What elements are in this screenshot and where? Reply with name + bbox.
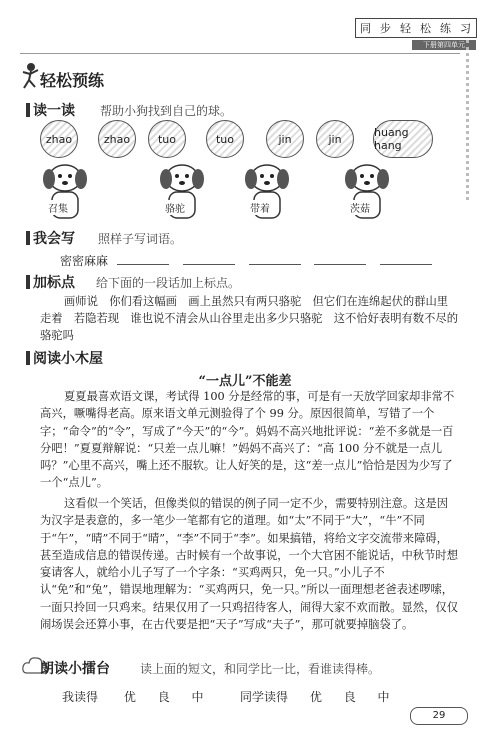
runner-icon bbox=[20, 62, 42, 94]
header-char: 松 bbox=[420, 22, 432, 35]
section-punct-instruction: 给下面的一段话加上标点。 bbox=[96, 276, 241, 290]
section-contest-instruction: 读上面的短文，和同学比一比，看谁读得棒。 bbox=[140, 662, 381, 676]
ball-icon: huang hang bbox=[373, 120, 433, 158]
margin-dots bbox=[462, 40, 469, 200]
section-title: 轻松预练 bbox=[40, 71, 105, 90]
ball-icon: jin bbox=[316, 120, 354, 158]
header-char: 步 bbox=[380, 22, 392, 35]
story-title: “一点儿”不能差 bbox=[198, 374, 292, 389]
rating-classmate-label: 同学读得 bbox=[240, 690, 289, 704]
dog-label: 带着 bbox=[250, 200, 270, 215]
answer-blank[interactable] bbox=[183, 254, 235, 265]
answer-blank[interactable] bbox=[117, 254, 169, 265]
section-contest-label: 朗读小擂台 bbox=[40, 661, 110, 677]
dog-label: 茨菇 bbox=[350, 200, 370, 215]
answer-blank[interactable] bbox=[249, 254, 301, 265]
header-char: 同 bbox=[360, 22, 372, 35]
section-write-label: 我会写 bbox=[26, 228, 75, 248]
top-divider bbox=[20, 53, 460, 54]
rating-option[interactable]: 良 bbox=[157, 690, 170, 704]
ball-icon: jin bbox=[266, 120, 304, 158]
dog-icon bbox=[155, 162, 210, 224]
header-char: 轻 bbox=[400, 22, 412, 35]
header-char: 练 bbox=[440, 22, 452, 35]
dog-label: 骆驼 bbox=[165, 200, 185, 215]
rating-classmate bbox=[240, 688, 390, 705]
example-word: 密密麻麻 bbox=[60, 254, 109, 268]
page-number: 29 bbox=[410, 707, 468, 725]
ball-icon: zhao bbox=[98, 120, 136, 158]
rating-me-label: 我读得 bbox=[62, 690, 99, 704]
answer-blank[interactable] bbox=[380, 254, 432, 265]
answer-blank[interactable] bbox=[314, 254, 366, 265]
story-paragraph-1: 夏夏最喜欢语文课，考试得 100 分是经常的事，可是有一天放学回家却非常不高兴，噘嘴得老高。原来语文单元测验得了个 99 分。原因很简单，写错了一个字；“命令”的“令”，写成了“今天”的“今”。妈妈不高兴地批评说：“差不多就是一百分吧！”夏夏辩解说：“只差一点儿嘛！”妈妈不高兴了：“高 100 分不就是一点儿吗？”心里不高兴，嘴上还不服软。让人好笑的是，这“差一点儿”恰恰是因为少写了一个“点儿”。 bbox=[40, 390, 455, 490]
section-reading-label: 阅读小木屋 bbox=[26, 348, 103, 368]
dog-icon bbox=[340, 162, 395, 224]
ball-icon: tuo bbox=[206, 120, 244, 158]
rating-option[interactable]: 中 bbox=[377, 690, 390, 704]
ball-icon: zhao bbox=[40, 120, 78, 158]
section-read-instruction: 帮助小狗找到自己的球。 bbox=[100, 104, 233, 118]
header-subtitle: 下册第四单元 bbox=[412, 40, 476, 50]
rating-option[interactable]: 良 bbox=[343, 690, 356, 704]
ball-icon: tuo bbox=[148, 120, 186, 158]
rating-option[interactable]: 中 bbox=[191, 690, 204, 704]
rating-me bbox=[62, 688, 204, 705]
punctuation-passage: 画师说 你们看这幅画 画上虽然只有两只骆驼 但它们在连绵起伏的群山里走着 若隐若现 谁也说不清会从山谷里走出多少只骆驼 这不恰好表明有数不尽的骆驼吗 bbox=[40, 295, 458, 342]
header-char: 习 bbox=[460, 22, 472, 35]
header-title-box bbox=[355, 18, 477, 38]
section-punct-label: 加标点 bbox=[26, 272, 75, 292]
rating-option[interactable]: 优 bbox=[123, 690, 136, 704]
example-word-row bbox=[60, 252, 437, 269]
story-paragraph-2: 这看似一个笑话，但像类似的错误的例子同一定不少，需要特别注意。这是因为汉字是表意的，多一笔少一笔都有它的道理。如“太”不同于“大”，“牛”不同于“午”，“晴”不同于“晴”，“李”不同于“李”。如果搞错，将给文字交流带来障碍，甚至造成信息的错误传递。古时候有一个故事说，一个大官困不能说话，中秋节时想宴请客人，就给小儿子写了一个字条：“买鸡两只，免一只。”小儿子不认“免”和“兔”，错误地理解为：“买鸡两只，免一只。”所以一面理想老爸表述啰嗦，一面只拎回一只鸡来。结果仅用了一只鸡招待客人，闹得大家不欢而散。显然，仅仅闹场误会还算小事，在古代要是把“天子”写成“夫子”，那可就要掉脑袋了。 bbox=[40, 497, 458, 632]
rating-option[interactable]: 优 bbox=[309, 690, 322, 704]
section-write-instruction: 照样子写词语。 bbox=[98, 232, 183, 246]
dog-icon bbox=[38, 162, 93, 224]
section-read-label: 读一读 bbox=[26, 100, 75, 120]
dog-label: 召集 bbox=[48, 200, 68, 215]
dog-icon bbox=[240, 162, 295, 224]
